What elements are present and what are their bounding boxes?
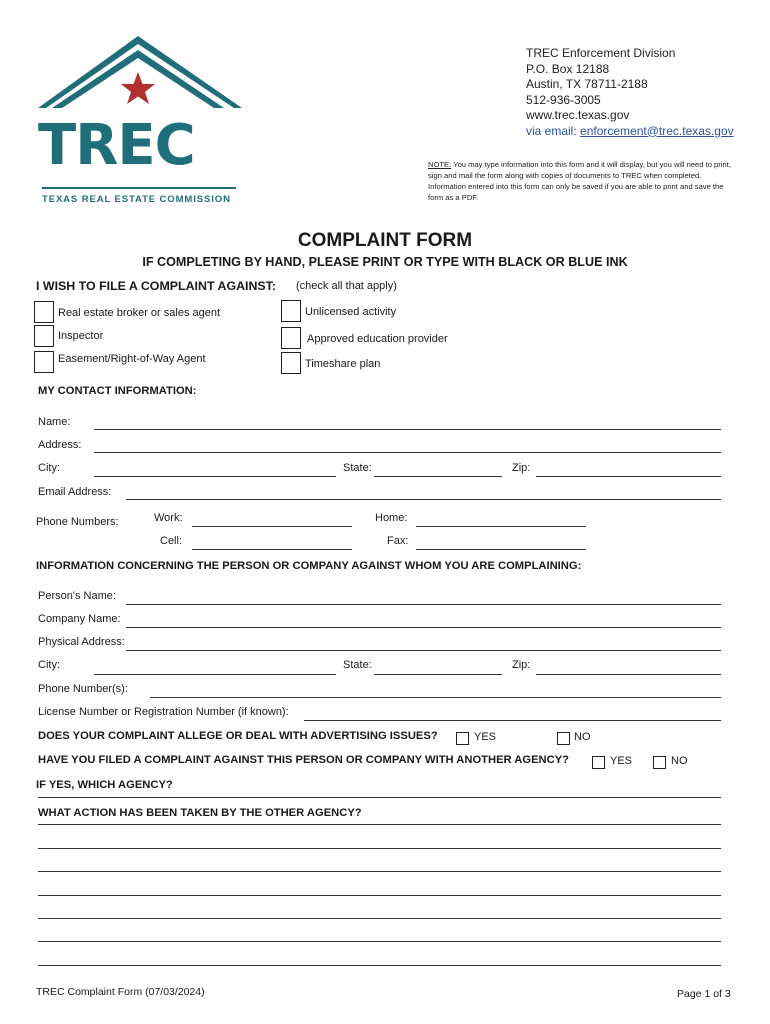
contact-work-field[interactable] <box>192 526 352 527</box>
form-id: TREC Complaint Form (07/03/2024) <box>36 986 205 998</box>
other-agency-question: HAVE YOU FILED A COMPLAINT AGAINST THIS PERSON OR COMPANY WITH ANOTHER AGENCY? <box>38 754 570 766</box>
address-block <box>526 46 734 139</box>
easement-checkbox[interactable] <box>34 351 54 373</box>
advertising-yes-label: YES <box>474 731 497 743</box>
unlicensed-checkbox[interactable] <box>281 300 301 322</box>
against-note: (check all that apply) <box>296 280 397 292</box>
contact-zip-field[interactable] <box>536 476 721 477</box>
contact-cell-field[interactable] <box>192 549 352 550</box>
broker-checkbox[interactable] <box>34 301 54 323</box>
ink-instruction: IF COMPLETING BY HAND, PLEASE PRINT OR TYPE WITH BLACK OR BLUE INK <box>142 255 628 269</box>
subject-physical-label: Physical Address: <box>38 636 125 648</box>
advertising-question: DOES YOUR COMPLAINT ALLEGE OR DEAL WITH ADVERTISING ISSUES? <box>38 730 438 742</box>
star-icon <box>121 72 155 104</box>
subject-city-field[interactable] <box>94 674 336 675</box>
contact-phones-label: Phone Numbers: <box>36 516 119 528</box>
timeshare-checkbox[interactable] <box>281 352 301 374</box>
easement-label: Easement/Right-of-Way Agent <box>58 353 206 365</box>
note-block <box>428 159 734 203</box>
action-taken-label: WHAT ACTION HAS BEEN TAKEN BY THE OTHER AGENCY? <box>38 807 362 819</box>
timeshare-label: Timeshare plan <box>305 358 381 370</box>
contact-city-field[interactable] <box>94 476 336 477</box>
contact-name-field[interactable] <box>94 429 721 430</box>
logo-divider <box>42 187 236 189</box>
subject-physical-field[interactable] <box>126 650 721 651</box>
which-agency-field[interactable] <box>38 797 721 798</box>
trec-logo-roof <box>38 36 242 116</box>
inspector-checkbox[interactable] <box>34 325 54 347</box>
address-email-row[interactable] <box>526 124 734 140</box>
unlicensed-label: Unlicensed activity <box>305 306 397 318</box>
advertising-no-checkbox[interactable] <box>557 732 570 745</box>
address-website: www.trec.texas.gov <box>526 108 630 122</box>
contact-state-field[interactable] <box>374 476 502 477</box>
contact-state-label: State: <box>343 462 372 474</box>
contact-zip-label: Zip: <box>512 462 531 474</box>
page-number: Page 1 of 3 <box>677 988 731 1000</box>
subject-state-label: State: <box>343 659 372 671</box>
address-line-3: Austin, TX 78711-2188 <box>526 77 648 91</box>
other-agency-no-checkbox[interactable] <box>653 756 666 769</box>
subject-license-label: License Number or Registration Number (if known): <box>38 706 289 718</box>
other-agency-yes-checkbox[interactable] <box>592 756 605 769</box>
advertising-no-label: NO <box>574 731 591 743</box>
contact-name-label: Name: <box>38 416 71 428</box>
address-line-1: TREC Enforcement Division <box>526 46 676 60</box>
action-line[interactable] <box>38 941 721 942</box>
contact-home-label: Home: <box>375 512 408 524</box>
contact-cell-label: Cell: <box>160 535 183 547</box>
contact-fax-field[interactable] <box>416 549 586 550</box>
subject-zip-label: Zip: <box>512 659 531 671</box>
subject-state-field[interactable] <box>374 674 502 675</box>
broker-label: Real estate broker or sales agent <box>58 307 221 319</box>
subject-company-label: Company Name: <box>38 613 121 625</box>
education-provider-checkbox[interactable] <box>281 327 301 349</box>
contact-heading: MY CONTACT INFORMATION: <box>38 385 197 397</box>
address-line-2: P.O. Box 12188 <box>526 61 610 76</box>
email-label: via email: <box>526 123 577 138</box>
contact-address-label: Address: <box>38 439 82 451</box>
page-title: COMPLAINT FORM <box>297 230 473 251</box>
action-line[interactable] <box>38 965 721 966</box>
subject-phones-label: Phone Number(s): <box>38 683 128 695</box>
other-agency-no-label: NO <box>671 755 688 767</box>
logo-subtitle: TEXAS REAL ESTATE COMMISSION <box>42 194 231 205</box>
subject-city-label: City: <box>38 659 60 671</box>
education-provider-label: Approved education provider <box>307 333 448 345</box>
contact-fax-label: Fax: <box>387 535 409 547</box>
contact-email-label: Email Address: <box>38 486 112 498</box>
subject-person-label: Person's Name: <box>38 590 116 602</box>
subject-phones-field[interactable] <box>150 697 721 698</box>
inspector-label: Inspector <box>58 330 104 342</box>
other-agency-yes-label: YES <box>610 755 633 767</box>
subject-license-field[interactable] <box>304 720 721 721</box>
contact-work-label: Work: <box>154 512 183 524</box>
subject-person-field[interactable] <box>126 604 721 605</box>
address-phone: 512-936-3005 <box>526 92 601 107</box>
note-label: NOTE: <box>428 160 452 169</box>
against-label: I WISH TO FILE A COMPLAINT AGAINST: <box>36 279 276 293</box>
subject-heading: INFORMATION CONCERNING THE PERSON OR COMPANY AGAINST WHOM YOU ARE COMPLAINING: <box>36 560 582 572</box>
email-link[interactable]: enforcement@trec.texas.gov <box>580 123 734 138</box>
contact-email-field[interactable] <box>126 499 721 500</box>
action-line[interactable] <box>38 895 721 896</box>
action-line[interactable] <box>38 871 721 872</box>
action-line[interactable] <box>38 918 721 919</box>
action-line[interactable] <box>38 824 721 825</box>
note-text: You may type information into this form and it will display, but you will need to print, sign and mail the form along with copies of documents to TREC when completed. Information entered into this form can only be saved if you are able to print and save the form as a PDF. <box>428 160 731 202</box>
subject-company-field[interactable] <box>126 627 721 628</box>
contact-city-label: City: <box>38 462 60 474</box>
contact-address-field[interactable] <box>94 452 721 453</box>
which-agency-label: IF YES, WHICH AGENCY? <box>36 779 173 791</box>
logo-wordmark: TREC <box>38 113 195 178</box>
subject-zip-field[interactable] <box>536 674 721 675</box>
action-line[interactable] <box>38 848 721 849</box>
contact-home-field[interactable] <box>416 526 586 527</box>
advertising-yes-checkbox[interactable] <box>456 732 469 745</box>
